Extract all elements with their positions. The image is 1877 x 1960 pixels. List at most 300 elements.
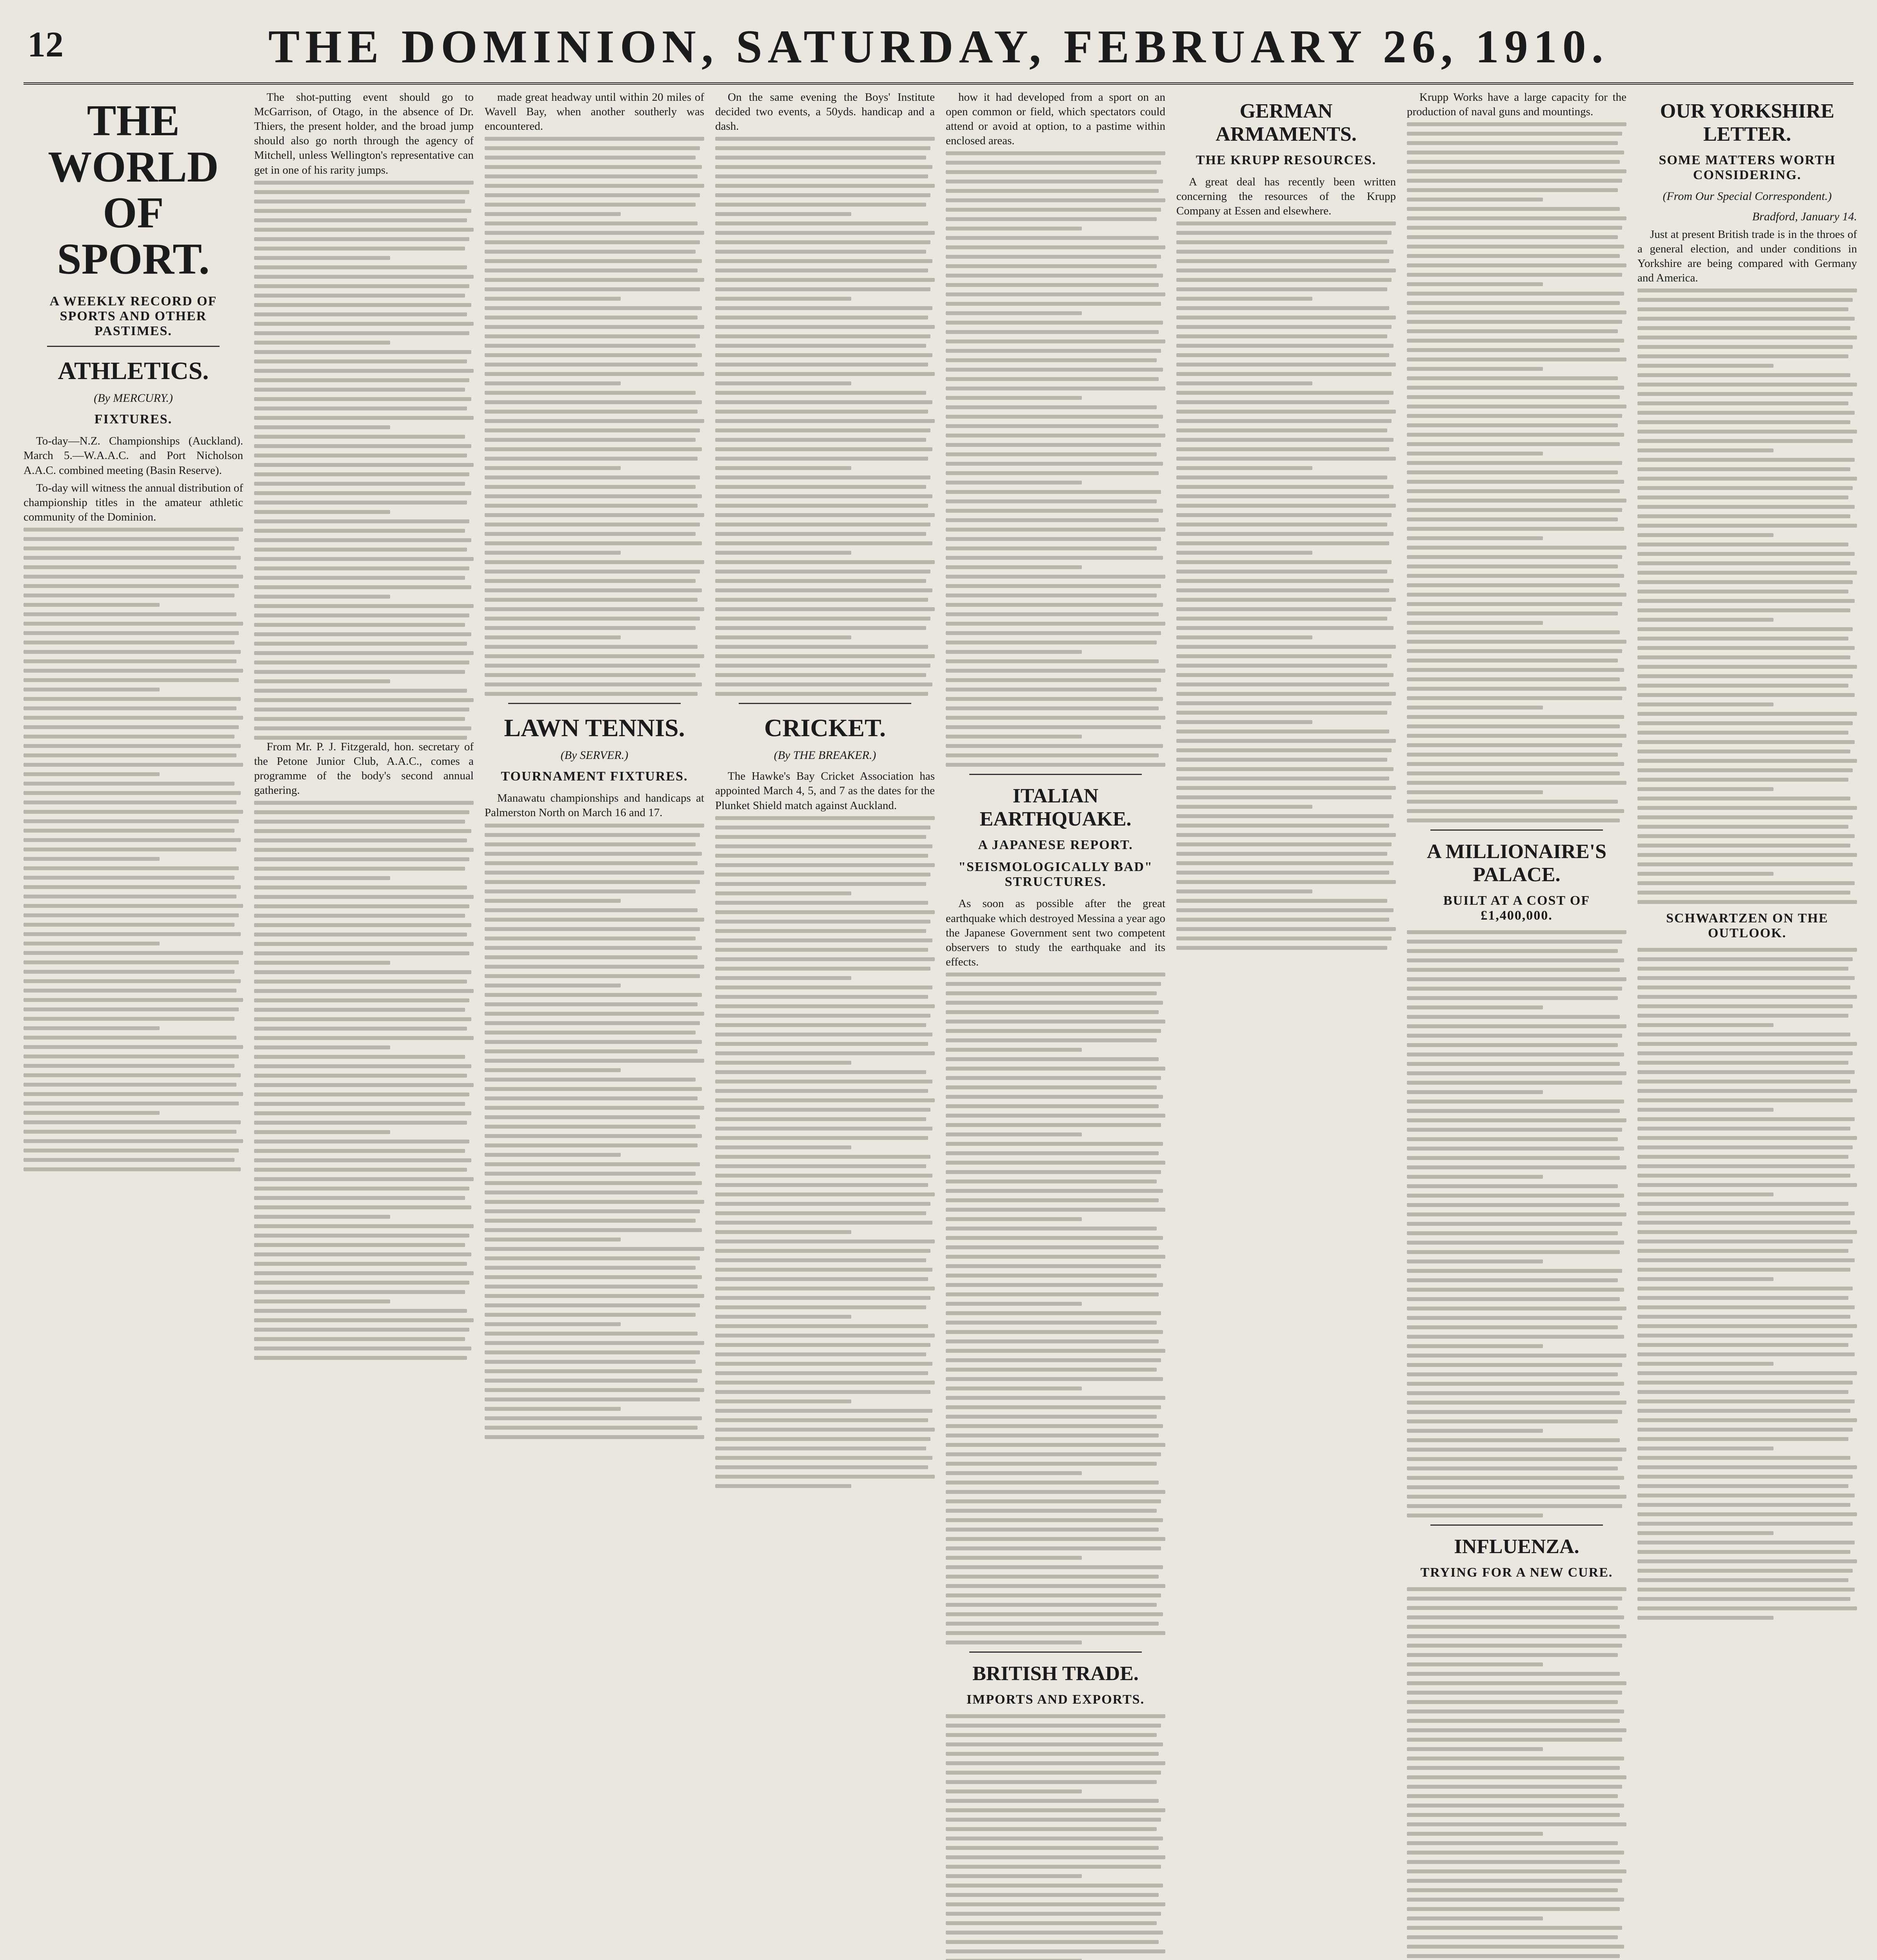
text-line xyxy=(1176,692,1396,696)
text-line xyxy=(1407,583,1620,587)
text-line xyxy=(485,419,704,423)
text-line xyxy=(1407,1212,1626,1216)
text-line xyxy=(946,509,1163,513)
text-line xyxy=(1176,617,1387,621)
text-line xyxy=(1407,179,1622,183)
text-line xyxy=(24,631,239,635)
text-line xyxy=(1637,1164,1855,1168)
text-line xyxy=(254,482,465,486)
text-line xyxy=(946,1471,1082,1475)
text-line xyxy=(1407,1316,1622,1320)
text-line xyxy=(715,240,930,244)
text-line xyxy=(485,1012,704,1016)
text-line xyxy=(946,1593,1161,1597)
text-line xyxy=(24,603,160,607)
text-line xyxy=(1407,1401,1626,1405)
text-line xyxy=(946,1481,1159,1485)
text-line xyxy=(1407,1719,1620,1723)
text-line xyxy=(485,1341,704,1345)
text-line xyxy=(485,1115,700,1119)
text-line xyxy=(1407,1710,1624,1713)
text-line xyxy=(485,1106,704,1110)
text-line xyxy=(946,1198,1159,1202)
text-line xyxy=(1637,712,1857,716)
text-line xyxy=(1407,1090,1543,1094)
text-line xyxy=(1637,1023,1773,1027)
text-line xyxy=(1637,967,1848,971)
text-line xyxy=(715,1437,930,1441)
text-line xyxy=(715,156,926,160)
text-line xyxy=(1407,329,1618,333)
text-line xyxy=(946,753,1159,757)
text-line xyxy=(254,1083,474,1087)
text-line xyxy=(1407,1335,1624,1339)
text-line xyxy=(1176,767,1394,771)
text-line xyxy=(946,1874,1082,1878)
text-line xyxy=(1637,900,1857,904)
text-line xyxy=(1176,579,1394,583)
text-line xyxy=(1637,1183,1857,1187)
text-line xyxy=(715,910,935,914)
text-line xyxy=(1176,494,1389,498)
text-line xyxy=(946,481,1082,485)
italian-earthquake-quote: "SEISMOLOGICALLY BAD" STRUCTURES. xyxy=(958,860,1153,889)
text-line xyxy=(1407,263,1626,267)
text-line xyxy=(1407,1005,1543,1009)
lawn-tennis-byline: (By SERVER.) xyxy=(560,749,629,762)
text-line xyxy=(24,1045,243,1049)
text-line xyxy=(1407,169,1626,173)
text-line xyxy=(715,664,930,668)
text-line xyxy=(946,1396,1165,1400)
text-line xyxy=(715,438,926,442)
text-line xyxy=(715,137,935,141)
yorkshire-letter-heading: OUR YORKSHIRE LETTER. xyxy=(1660,100,1835,145)
text-line xyxy=(1407,1231,1618,1235)
text-line xyxy=(1637,1362,1773,1366)
italian-earthquake-heading: ITALIAN EARTHQUAKE. xyxy=(979,785,1132,831)
text-line xyxy=(485,692,698,696)
text-line xyxy=(1637,1446,1773,1450)
text-line xyxy=(946,659,1159,663)
text-line xyxy=(254,698,474,702)
text-line xyxy=(1637,289,1857,292)
text-line xyxy=(1407,546,1626,550)
text-line xyxy=(946,1245,1159,1249)
text-line xyxy=(1176,372,1392,376)
text-line xyxy=(946,1415,1157,1419)
text-line xyxy=(1176,701,1392,705)
text-line xyxy=(715,250,926,254)
text-line xyxy=(254,501,467,505)
text-line xyxy=(946,302,1161,306)
text-line xyxy=(1637,533,1773,537)
text-line xyxy=(485,1256,700,1260)
text-line xyxy=(1407,1410,1622,1414)
text-line xyxy=(254,1074,467,1078)
text-line xyxy=(1407,1391,1620,1395)
text-line xyxy=(485,353,702,357)
text-line xyxy=(254,820,465,824)
text-line xyxy=(254,801,474,805)
text-line xyxy=(946,1603,1157,1607)
text-line xyxy=(1637,862,1853,866)
text-line xyxy=(1637,957,1853,961)
text-line xyxy=(24,960,239,964)
text-line xyxy=(715,682,932,686)
text-line xyxy=(946,208,1161,212)
text-line xyxy=(946,217,1157,221)
article-paragraph: Manawatu championships and handicaps at Palmerston North on March 16 and 17. xyxy=(485,792,704,819)
text-line xyxy=(254,265,467,269)
text-line xyxy=(24,1092,243,1096)
text-line xyxy=(254,670,465,674)
text-line xyxy=(1176,645,1396,649)
text-line xyxy=(485,965,704,969)
text-line xyxy=(946,1264,1161,1268)
text-line xyxy=(485,541,702,545)
text-line xyxy=(946,396,1082,400)
text-line xyxy=(1637,806,1857,810)
text-line xyxy=(715,1127,932,1131)
text-line xyxy=(24,791,241,795)
text-line xyxy=(24,951,243,955)
text-line xyxy=(1637,1616,1773,1620)
text-line xyxy=(715,193,930,197)
text-line xyxy=(1407,1935,1618,1939)
text-line xyxy=(946,678,1161,682)
text-line xyxy=(1176,824,1389,828)
text-line xyxy=(715,1315,851,1319)
text-line xyxy=(946,1029,1161,1033)
text-line xyxy=(485,1059,704,1063)
text-line xyxy=(1407,358,1626,361)
text-line xyxy=(946,706,1159,710)
text-line xyxy=(1407,1681,1626,1685)
text-line xyxy=(1637,1324,1857,1328)
text-line xyxy=(1176,842,1392,846)
text-line xyxy=(1176,739,1396,743)
text-line xyxy=(946,424,1159,428)
text-line xyxy=(1407,452,1543,456)
text-line xyxy=(715,948,928,952)
text-line xyxy=(485,381,621,385)
text-line xyxy=(254,736,467,740)
text-line xyxy=(1176,344,1394,348)
text-line xyxy=(254,275,474,279)
text-line xyxy=(946,1311,1161,1315)
text-line xyxy=(1176,673,1394,677)
text-line xyxy=(1176,880,1396,884)
text-line xyxy=(24,829,234,833)
text-line xyxy=(1637,354,1848,358)
text-line xyxy=(1407,977,1626,981)
text-line xyxy=(254,294,465,298)
text-line xyxy=(1176,635,1312,639)
yorkshire-letter-dateline: Bradford, January 14. xyxy=(1752,210,1857,223)
text-line xyxy=(1637,1399,1855,1403)
text-line xyxy=(1176,541,1389,545)
body-text xyxy=(1176,221,1396,950)
text-line xyxy=(485,1143,698,1147)
text-line xyxy=(715,1268,932,1272)
text-line xyxy=(1637,1117,1855,1121)
text-line xyxy=(24,622,243,626)
text-line xyxy=(1637,731,1848,735)
text-line xyxy=(715,1117,926,1121)
text-line xyxy=(485,1031,696,1034)
text-line xyxy=(946,264,1157,268)
text-line xyxy=(485,165,702,169)
text-line xyxy=(485,984,621,987)
text-line xyxy=(715,1004,935,1008)
text-line xyxy=(485,1068,621,1072)
text-line xyxy=(485,1416,702,1420)
text-line xyxy=(1637,1475,1853,1479)
text-line xyxy=(1407,226,1622,230)
text-line xyxy=(715,466,851,470)
text-line xyxy=(485,494,702,498)
text-line xyxy=(1407,1081,1622,1085)
text-line xyxy=(24,895,236,898)
article-paragraph: To-day will witness the annual distribution of championship titles in the amateur athletic community of the Dominion. xyxy=(24,481,243,523)
text-line xyxy=(715,929,926,933)
text-line xyxy=(485,410,698,414)
text-line xyxy=(715,551,851,555)
text-line xyxy=(715,1183,928,1187)
text-line xyxy=(715,1164,926,1168)
text-line xyxy=(946,452,1157,456)
text-line xyxy=(946,716,1165,720)
german-armaments-subhead: THE KRUPP RESOURCES. xyxy=(1196,153,1377,167)
text-line xyxy=(946,387,1165,390)
text-line xyxy=(946,1161,1165,1165)
text-line xyxy=(1407,461,1622,465)
italian-earthquake-subhead: A JAPANESE REPORT. xyxy=(978,838,1133,853)
text-line xyxy=(715,1324,928,1328)
text-line xyxy=(1176,400,1389,404)
text-line xyxy=(715,278,935,282)
text-line xyxy=(946,443,1161,447)
text-line xyxy=(1407,1954,1620,1958)
body-text xyxy=(1407,122,1626,822)
text-line xyxy=(1637,1098,1853,1102)
text-line xyxy=(715,995,928,999)
text-line xyxy=(1407,1100,1624,1103)
text-line xyxy=(1637,439,1853,443)
text-line xyxy=(1407,1832,1543,1836)
text-line xyxy=(715,1446,926,1450)
text-line xyxy=(1407,480,1624,484)
text-line xyxy=(946,1949,1165,1953)
text-line xyxy=(1407,1118,1626,1122)
text-line xyxy=(1637,721,1853,725)
text-line xyxy=(24,1167,241,1171)
text-line xyxy=(715,617,930,621)
text-line xyxy=(1176,504,1396,508)
page-number: 12 xyxy=(27,24,64,64)
body-text xyxy=(24,528,243,1171)
text-line xyxy=(254,1140,469,1143)
text-line xyxy=(254,998,469,1002)
text-line xyxy=(254,341,390,345)
text-line xyxy=(715,203,926,207)
text-line xyxy=(1176,730,1389,733)
article-paragraph: To-day—N.Z. Championships (Auckland). March 5.—W.A.A.C. and Port Nicholson A.A.C. combined meeting (Basin Reserve). xyxy=(24,435,243,477)
text-line xyxy=(946,631,1161,635)
text-line xyxy=(1407,433,1624,437)
text-line xyxy=(715,560,935,564)
text-line xyxy=(946,641,1157,644)
text-line xyxy=(485,1407,621,1411)
text-line xyxy=(254,1290,465,1294)
text-line xyxy=(1407,1043,1618,1047)
text-line xyxy=(715,1014,930,1018)
text-line xyxy=(946,1518,1163,1522)
text-line xyxy=(715,372,935,376)
text-line xyxy=(485,833,700,837)
text-line xyxy=(715,1296,930,1300)
text-line xyxy=(485,908,698,912)
influenza-heading: INFLUENZA. xyxy=(1454,1535,1579,1558)
text-line xyxy=(946,1208,1165,1212)
text-line xyxy=(1407,1165,1626,1169)
text-line xyxy=(1407,386,1624,390)
text-line xyxy=(1407,536,1543,540)
text-line xyxy=(1637,599,1855,603)
text-line xyxy=(1176,240,1387,244)
text-line xyxy=(485,1397,700,1401)
text-line xyxy=(946,1537,1165,1541)
text-line xyxy=(485,1360,696,1364)
text-line xyxy=(1407,649,1622,653)
text-line xyxy=(946,1556,1082,1560)
text-line xyxy=(1176,871,1389,875)
text-line xyxy=(254,519,469,523)
text-line xyxy=(1407,1062,1620,1066)
lawn-tennis-heading: LAWN TENNIS. xyxy=(504,714,685,742)
text-line xyxy=(1637,505,1855,509)
text-line xyxy=(1637,590,1848,593)
text-line xyxy=(946,991,1157,995)
text-line xyxy=(485,654,704,658)
text-line xyxy=(715,1352,926,1356)
text-line xyxy=(715,1287,935,1290)
text-line xyxy=(485,1021,700,1025)
text-line xyxy=(1637,486,1853,490)
text-line xyxy=(946,1893,1159,1897)
text-line xyxy=(1176,664,1387,668)
text-line xyxy=(485,306,702,310)
text-line xyxy=(1407,1184,1618,1188)
text-line xyxy=(1407,1448,1626,1452)
text-line xyxy=(946,405,1157,409)
text-line xyxy=(24,763,243,767)
text-line xyxy=(715,1136,928,1140)
text-line xyxy=(715,410,928,414)
text-line xyxy=(715,1362,932,1366)
text-line xyxy=(254,1045,390,1049)
text-line xyxy=(254,980,467,984)
text-line xyxy=(1637,1512,1857,1516)
text-line xyxy=(946,368,1163,372)
text-line xyxy=(254,1205,471,1209)
text-line xyxy=(946,1010,1159,1014)
text-line xyxy=(1637,1070,1855,1074)
text-line xyxy=(715,475,930,479)
text-line xyxy=(715,1230,851,1234)
text-line xyxy=(254,388,465,392)
text-line xyxy=(946,1902,1165,1906)
text-line xyxy=(485,523,700,526)
text-line xyxy=(254,923,471,927)
text-line xyxy=(946,1067,1165,1071)
text-line xyxy=(1407,1822,1626,1826)
text-line xyxy=(254,623,465,627)
text-line xyxy=(946,973,1165,976)
text-line xyxy=(24,772,160,776)
text-line xyxy=(946,330,1159,334)
text-line xyxy=(1637,1230,1857,1234)
text-line xyxy=(24,593,234,597)
article-paragraph: how it had developed from a sport on an open common or field, which spectators could attend or avoid at option, to a pastime within enclosed areas. xyxy=(946,91,1165,147)
text-line xyxy=(1637,1381,1853,1385)
text-line xyxy=(1637,872,1773,876)
text-line xyxy=(485,664,700,668)
text-line xyxy=(485,156,696,160)
text-line xyxy=(715,1277,928,1281)
text-line xyxy=(715,400,932,404)
text-line xyxy=(485,927,700,931)
text-line xyxy=(715,146,930,150)
text-line xyxy=(254,576,465,580)
text-line xyxy=(24,1083,236,1087)
text-line xyxy=(1407,677,1620,681)
text-line xyxy=(1407,1606,1618,1610)
text-line xyxy=(1407,696,1622,700)
text-line xyxy=(24,942,160,946)
text-line xyxy=(946,1771,1161,1775)
text-line xyxy=(946,622,1165,626)
text-line xyxy=(254,613,469,617)
text-line xyxy=(254,876,390,880)
text-line xyxy=(24,735,234,739)
text-line xyxy=(1637,1192,1773,1196)
text-line xyxy=(715,287,930,291)
text-line xyxy=(24,904,243,908)
text-line xyxy=(715,1145,851,1149)
text-line xyxy=(946,1095,1163,1099)
text-line xyxy=(24,612,236,616)
text-line xyxy=(1407,1457,1622,1461)
text-line xyxy=(1637,768,1853,772)
text-line xyxy=(1407,1785,1622,1789)
text-line xyxy=(485,146,700,150)
text-line xyxy=(715,1381,935,1385)
text-line xyxy=(485,1087,702,1091)
text-line xyxy=(1176,551,1312,555)
text-line xyxy=(1407,1307,1626,1310)
text-line xyxy=(1407,1278,1618,1282)
text-line xyxy=(946,245,1165,249)
text-line xyxy=(1176,269,1396,272)
text-line xyxy=(1407,1194,1624,1198)
millionaire-palace-subhead: BUILT AT A COST OF £1,400,000. xyxy=(1443,893,1590,923)
text-line xyxy=(1637,383,1857,387)
text-line xyxy=(946,1921,1157,1925)
text-line xyxy=(24,1064,234,1068)
text-line xyxy=(485,645,698,649)
